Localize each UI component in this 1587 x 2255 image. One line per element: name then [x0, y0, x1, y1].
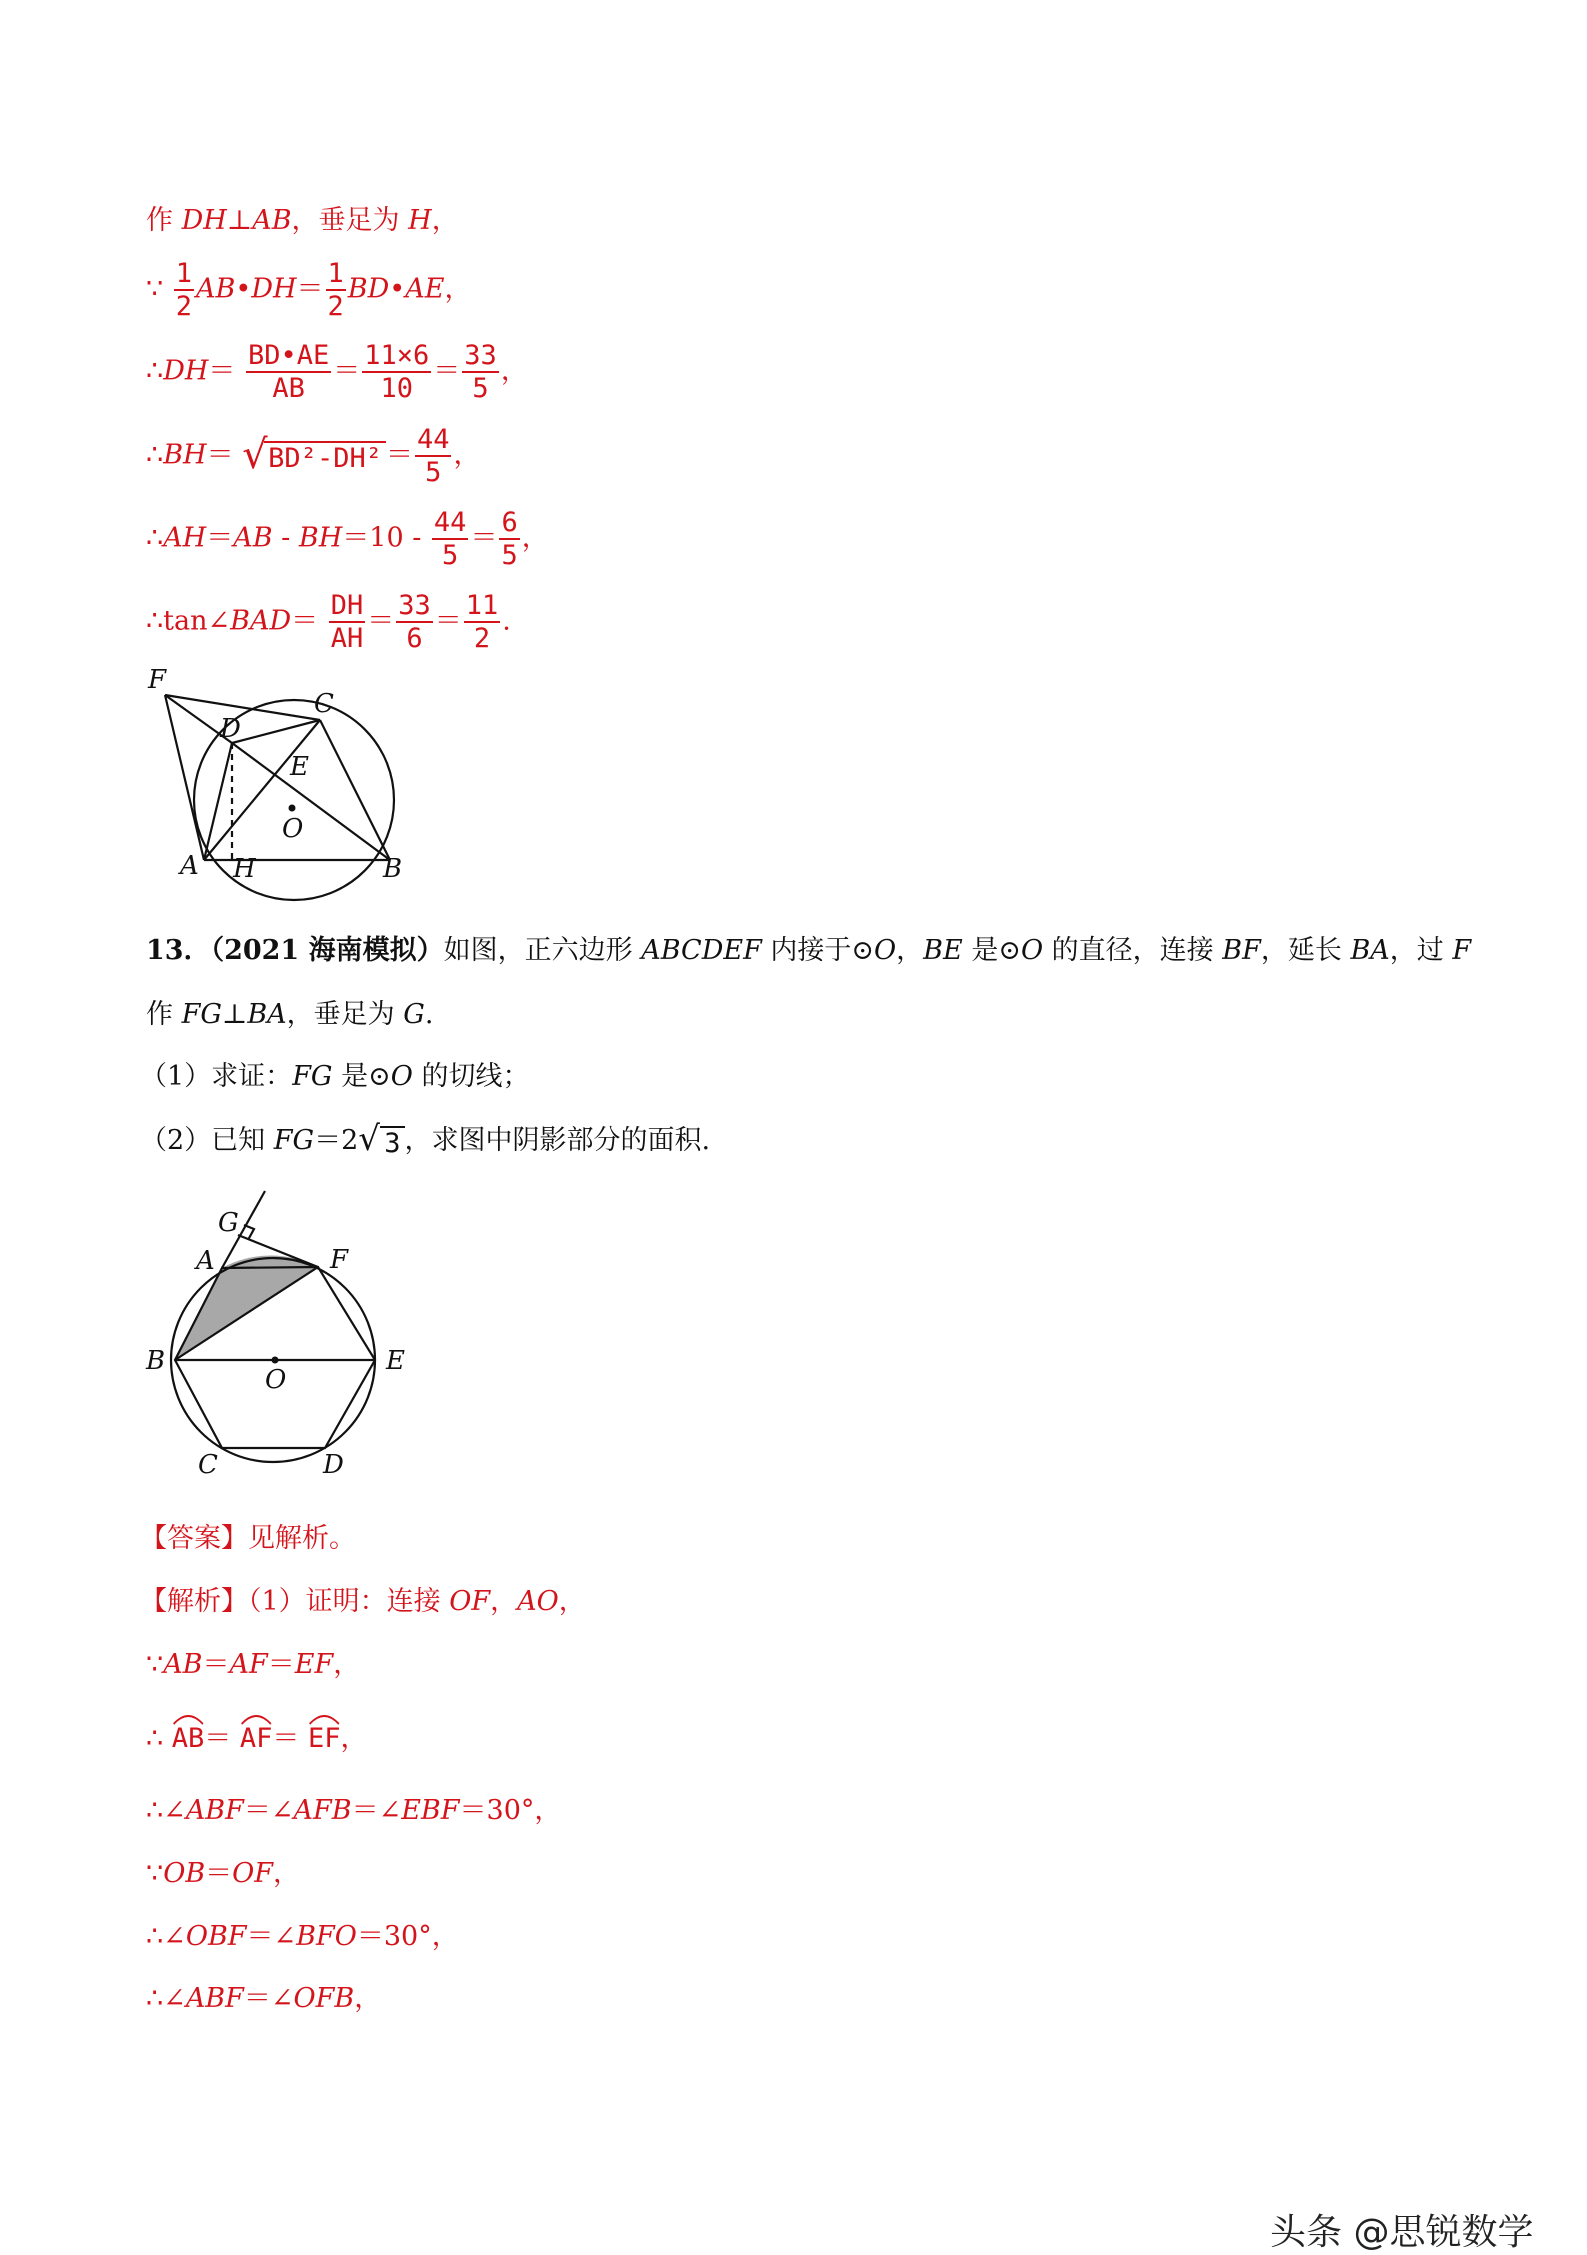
label-o: O — [265, 1365, 287, 1395]
analysis-line-5: ∵OB＝OF， — [146, 1858, 301, 1889]
solution-line-5: ∴AH＝AB - BH＝10 - $\frac{44}{5}$ ＝ $\frac{6}{5}$ ， — [146, 507, 549, 571]
analysis-line-1: 【解析】（1）证明：连接 OF，AO， — [140, 1586, 586, 1617]
analysis-tag: 【解析】 — [140, 1586, 248, 1617]
geometry-figure-2 — [140, 1185, 420, 1485]
label-b: B — [146, 1346, 166, 1376]
label-c: C — [198, 1450, 218, 1480]
problem-13-line-2: 作 FG⊥BA，垂足为 G. — [146, 999, 434, 1030]
solution-line-3: ∴DH＝ $\frac{BD•AE}{AB}$ ＝ $\frac{11\times 6}{10}$ ＝ $\frac{33}{5}$ ， — [146, 340, 528, 404]
analysis-line-2: ∵AB＝AF＝EF， — [146, 1649, 361, 1680]
solution-line-2: ∵ $\frac{1}{2}$ AB•DH＝ $\frac{1}{2}$ BD•AE， — [146, 258, 472, 322]
geometry-figure-1 — [140, 665, 430, 920]
center-dot-1 — [289, 805, 296, 812]
label-f: F — [330, 1245, 349, 1275]
label-b: B — [383, 854, 403, 884]
center-dot-2 — [272, 1357, 279, 1364]
label-a: A — [196, 1246, 215, 1276]
label-f: F — [148, 665, 167, 695]
label-h: H — [233, 854, 256, 884]
solution-line-1: 作 DH⊥AB，垂足为 H， — [146, 205, 459, 236]
label-g: G — [218, 1208, 239, 1238]
analysis-line-3: ∴ AB＝ AF＝ EF， — [146, 1725, 368, 1752]
segment-db — [232, 743, 390, 860]
analysis-line-7: ∴∠ABF＝∠OFB， — [146, 1983, 382, 2014]
problem-13-question-1: （1）求证：FG 是⊙O 的切线； — [140, 1061, 530, 1092]
segment-dc — [232, 720, 320, 743]
label-c: C — [314, 689, 334, 719]
solution-line-4: ∴BH＝ √ BD²-DH² ＝ $\frac{44}{5}$ ， — [146, 424, 481, 488]
problem-13-line-1: 13．（2021 海南模拟）如图，正六边形 ABCDEF 内接于⊙O，BE 是⊙O 的直径，连接 BF，延长 BA，过 F — [146, 935, 1472, 966]
label-o: O — [282, 814, 304, 844]
label-e: E — [386, 1346, 405, 1376]
segment-cb — [320, 720, 390, 860]
segment-fc — [165, 695, 320, 720]
analysis-line-4: ∴∠ABF＝∠AFB＝∠EBF＝30°， — [146, 1795, 562, 1826]
watermark: 头条 @思锐数学 — [1270, 2212, 1534, 2253]
solution-line-6: ∴tan∠BAD＝ $\frac{DH}{AH}$ ＝ $\frac{33}{6}$ ＝ $\frac{11}{2}$ . — [146, 590, 511, 654]
label-a: A — [180, 851, 199, 881]
label-e: E — [290, 752, 309, 782]
answer-line: 【答案】见解析。 — [140, 1523, 356, 1554]
problem-13-question-2: （2）已知 FG＝2 √ 3 ，求图中阴影部分的面积. — [140, 1119, 711, 1159]
label-d: D — [323, 1450, 344, 1480]
label-d: D — [220, 714, 241, 744]
answer-tag: 【答案】 — [140, 1523, 248, 1554]
analysis-line-6: ∴∠OBF＝∠BFO＝30°， — [146, 1921, 459, 1952]
